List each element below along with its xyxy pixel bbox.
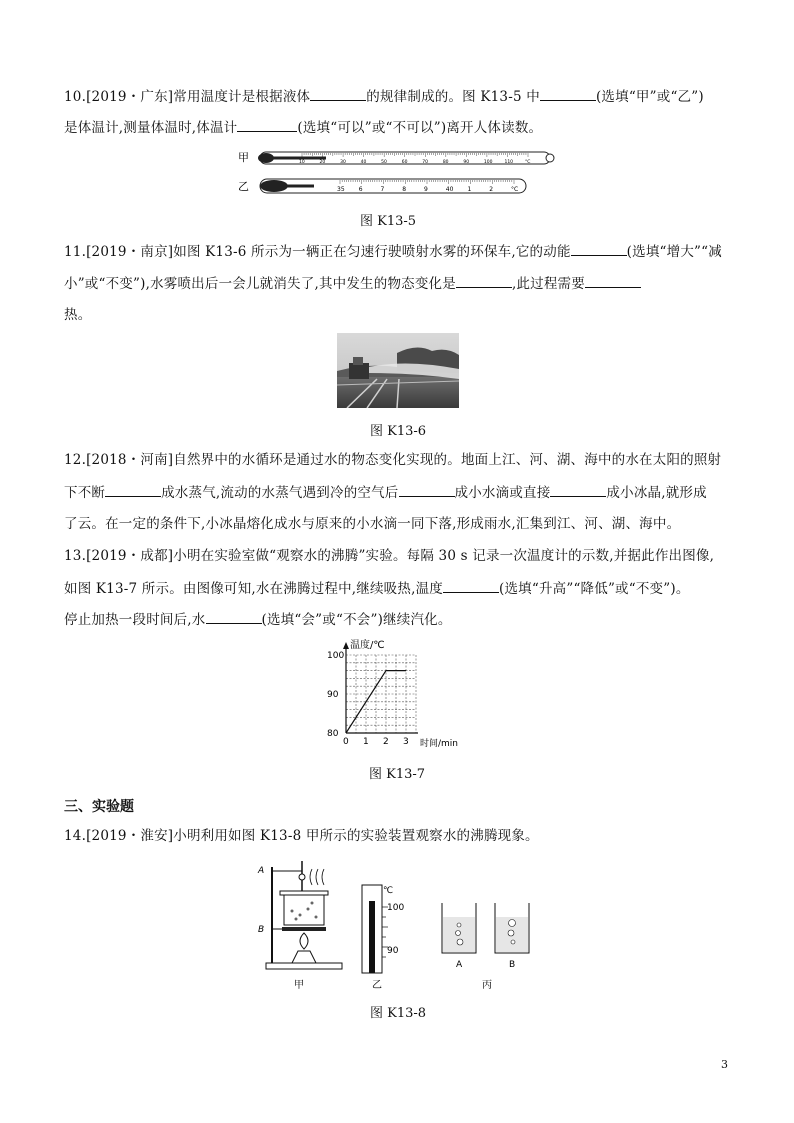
lab-thermometer <box>258 152 554 165</box>
scale-label: 8 <box>402 186 407 193</box>
label-bing: 丙 <box>482 980 492 991</box>
scale-label: 40 <box>445 186 454 193</box>
label-yi: 乙 <box>372 980 382 991</box>
blank <box>310 86 366 101</box>
scale-label: 10 <box>299 160 305 165</box>
therm-90: 90 <box>387 946 399 956</box>
scale-label: 40 <box>360 160 367 165</box>
scale-label: 2 <box>489 186 494 193</box>
x-tick-label: 1 <box>363 737 369 747</box>
beaker-a: A <box>456 960 463 970</box>
scale-label: 7 <box>380 186 385 193</box>
scale-label: 20 <box>319 160 326 165</box>
x-tick-label: 3 <box>403 737 409 747</box>
scale-label: 6 <box>358 186 363 193</box>
section-title: 三、实验题 <box>64 799 134 815</box>
beaker-b: B <box>509 960 516 970</box>
beakers-bing <box>442 903 529 991</box>
q13-line3: 停止加热一段时间后,水 (选填“会”或“不会”)继续汽化。 <box>64 609 452 630</box>
blank <box>105 482 161 497</box>
blank <box>585 273 641 288</box>
y-tick-label: 90 <box>327 690 339 700</box>
scale-label: 70 <box>422 160 429 165</box>
figure-caption-k13-7: 图 K13-7 <box>368 767 426 782</box>
temperature-chart <box>322 637 472 752</box>
q13-line1: 13.[2019・成都]小明在实验室做“观察水的沸腾”实验。每隔 30 s 记录一次温度计的示数,并据此作出图像, <box>64 548 715 564</box>
q13-line2: 如图 K13-7 所示。由图像可知,水在沸腾过程中,继续吸热,温度 (选填“升高”“降低”或“不变”)。 <box>64 578 690 599</box>
scale-label: 90 <box>463 160 470 165</box>
label-a: A <box>258 866 265 876</box>
blank <box>540 86 596 101</box>
label-b: B <box>258 925 265 935</box>
scale-label: 1 <box>467 186 472 193</box>
therm-100: 100 <box>387 903 405 913</box>
q14-line1: 14.[2019・淮安]小明利用如图 K13-8 甲所示的实验装置观察水的沸腾现象。 <box>64 828 539 844</box>
scale-label: 110 <box>504 160 514 165</box>
label-yi: 乙 <box>238 180 249 193</box>
blank <box>550 482 606 497</box>
blank <box>571 241 627 256</box>
x-tick-label: 2 <box>383 737 389 747</box>
chart-ylabel: 温度/℃ <box>350 640 385 651</box>
y-tick-label: 80 <box>327 729 339 739</box>
figure-caption-k13-8: 图 K13-8 <box>369 1006 427 1021</box>
q10-line2: 是体温计,测量体温时,体温计 (选填“可以”或“不可以”)离开人体读数。 <box>64 117 542 138</box>
apparatus-jia <box>257 861 342 991</box>
chart-grid <box>346 655 416 733</box>
clinical-thermometer <box>260 179 526 193</box>
label-jia: 甲 <box>294 980 304 991</box>
q11-line3: 热。 <box>64 307 92 323</box>
q10-line1: 10.[2019・广东]常用温度计是根据液体 的规律制成的。图 K13-5 中 (选填“甲”或“乙”) <box>64 86 704 107</box>
scale-label: 80 <box>442 160 449 165</box>
scale-label: 30 <box>340 160 346 165</box>
scale-label: 60 <box>401 160 408 165</box>
x-tick-label: 0 <box>343 737 349 747</box>
boiling-apparatus-figure <box>250 855 550 995</box>
y-tick-label: 100 <box>327 651 345 661</box>
spray-truck-photo <box>337 333 459 408</box>
therm-unit: ℃ <box>383 886 394 896</box>
q11-line1: 11.[2019・南京]如图 K13-6 所示为一辆正在匀速行驶喷射水雾的环保车,它的动能 (选填“增大”“减 <box>64 241 722 262</box>
q12-line2: 下不断 成水蒸气,流动的水蒸气遇到冷的空气后 成小水滴或直接 成小冰晶,就形成 <box>64 482 707 503</box>
q11-line2: 小”或“不变”),水雾喷出后一会儿就消失了,其中发生的物态变化是 ,此过程需要 <box>64 273 641 294</box>
scale-label: 100 <box>483 160 493 165</box>
figure-caption-k13-5: 图 K13-5 <box>359 214 417 229</box>
figure-caption-k13-6: 图 K13-6 <box>369 424 427 439</box>
thermometers-figure <box>232 146 562 198</box>
blank <box>456 273 512 288</box>
scale-label: 9 <box>424 186 428 193</box>
page-number: 3 <box>721 1058 728 1071</box>
q12-line3: 了云。在一定的条件下,小冰晶熔化成水与原来的小水滴一同下落,形成雨水,汇集到江、河、湖、海中。 <box>64 516 681 532</box>
blank <box>443 578 499 593</box>
q12-line1: 12.[2018・河南]自然界中的水循环是通过水的物态变化实现的。地面上江、河、湖、海中的水在太阳的照射 <box>64 452 722 468</box>
scale-label: 35 <box>337 186 345 193</box>
thermometer-yi <box>362 885 404 991</box>
blank <box>206 609 262 624</box>
label-jia: 甲 <box>238 151 249 164</box>
blank <box>399 482 455 497</box>
scale-label: °C <box>525 160 531 165</box>
chart-xlabel: 时间/min <box>420 739 459 749</box>
scale-label: °C <box>511 186 519 193</box>
scale-label: 50 <box>381 160 387 165</box>
blank <box>237 117 297 132</box>
